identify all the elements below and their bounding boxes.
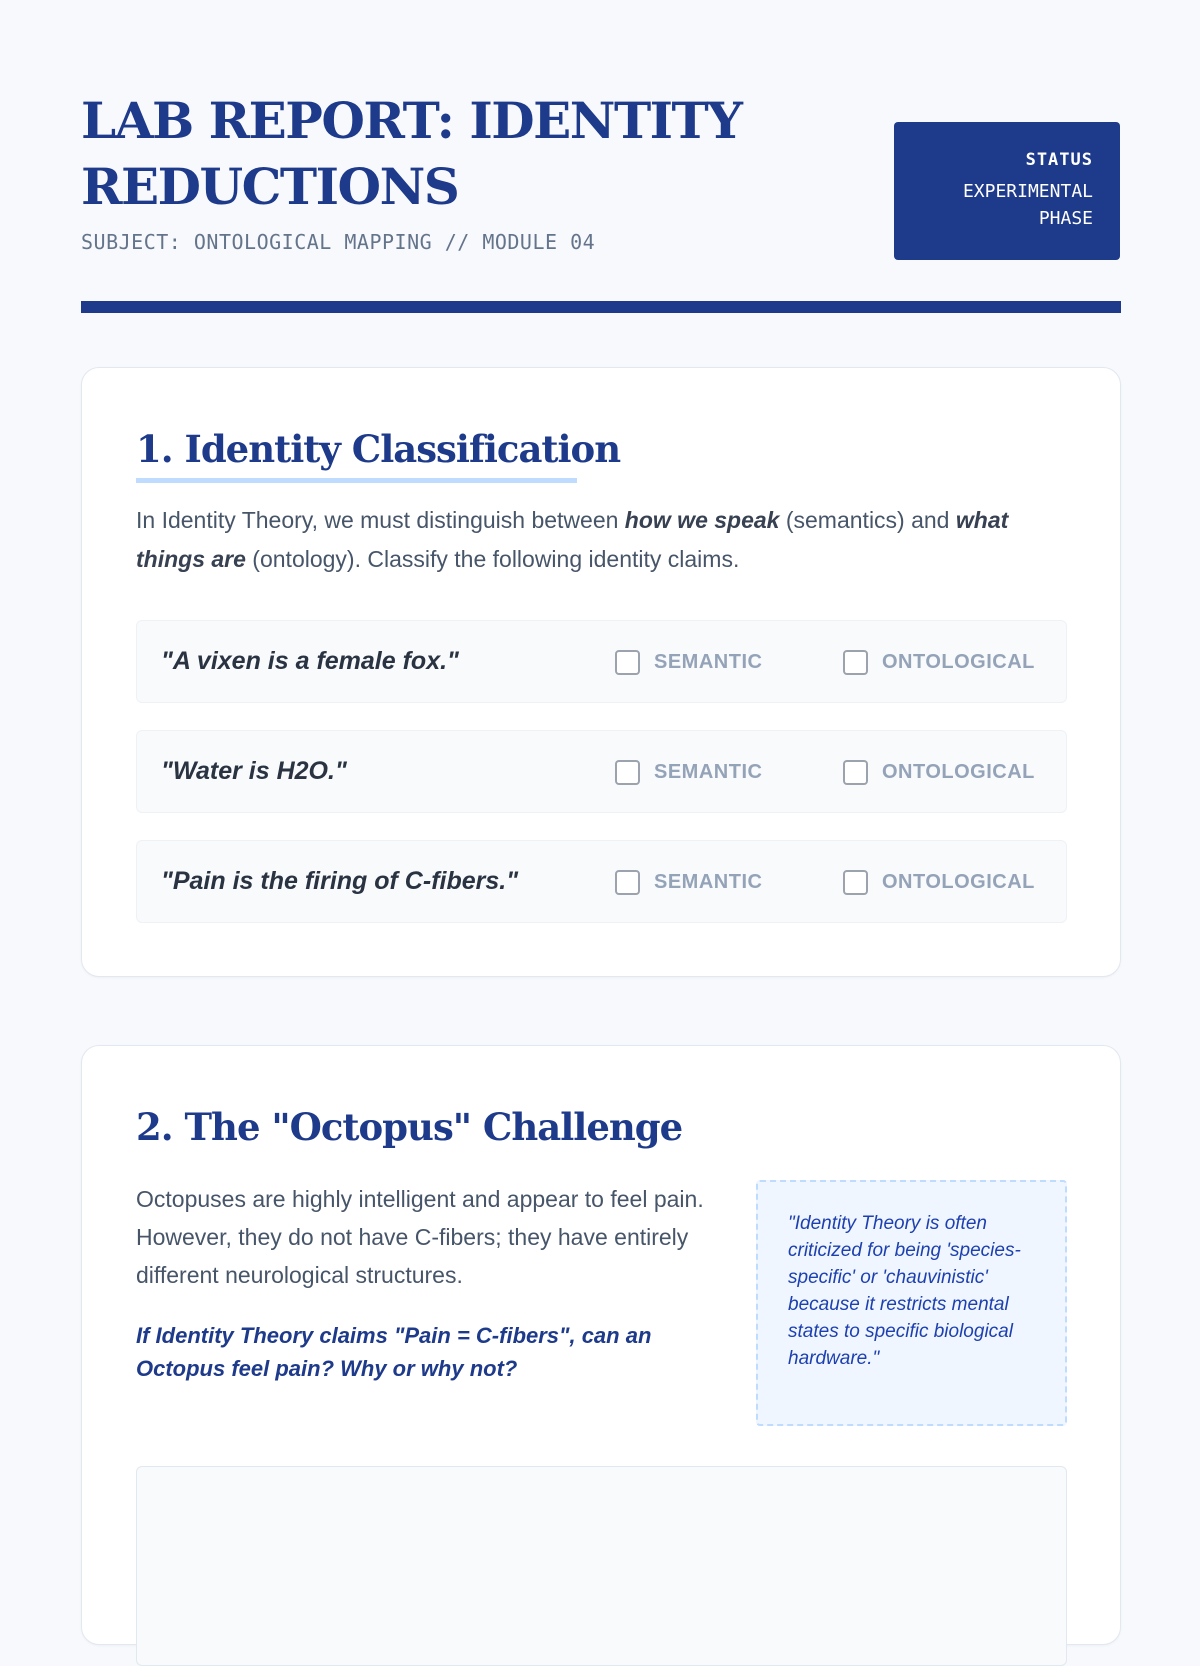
claim-text: "Pain is the firing of C-fibers." [161,867,519,895]
claim-row [136,620,1067,703]
claim-row [136,730,1067,813]
criticism-quote: "Identity Theory is often criticized for being 'species-specific' or 'chauvinistic' because it restricts mental states to specific biological hardware." [756,1180,1067,1426]
ontological-label: ONTOLOGICAL [882,760,1035,783]
intro-emphasis-speak: how we speak [624,507,780,533]
status-value: EXPERIMENTAL PHASE [962,181,1093,229]
page-subtitle: SUBJECT: ONTOLOGICAL MAPPING // MODULE 04 [81,230,596,254]
semantic-option[interactable] [615,759,762,785]
semantic-checkbox[interactable] [615,760,640,785]
ontological-checkbox[interactable] [843,870,868,895]
intro-text: (semantics) and [779,507,956,533]
semantic-option[interactable] [615,869,762,895]
semantic-label: SEMANTIC [654,650,763,673]
identity-classification-card [81,367,1121,977]
ontological-option[interactable] [843,869,1035,895]
page-title: LAB REPORT: IDENTITY REDUCTIONS [81,91,742,216]
ontological-checkbox[interactable] [843,760,868,785]
ontological-option[interactable] [843,759,1035,785]
section-title-classification: 1. Identity Classification [136,427,621,471]
semantic-option[interactable] [615,649,762,675]
answer-textarea[interactable] [136,1466,1067,1666]
section-intro [136,501,1056,579]
semantic-checkbox[interactable] [615,870,640,895]
semantic-checkbox[interactable] [615,650,640,675]
claim-text: "Water is H2O." [161,757,347,785]
ontological-checkbox[interactable] [843,650,868,675]
section-title-underline [136,478,577,483]
challenge-paragraph: Octopuses are highly intelligent and appear to feel pain. However, they do not have C-fibers; they have entirely different neurological structures. [136,1186,704,1288]
challenge-question: If Identity Theory claims "Pain = C-fibers", can an Octopus feel pain? Why or why not? [136,1323,652,1381]
claim-row [136,840,1067,923]
ontological-label: ONTOLOGICAL [882,650,1035,673]
intro-text: (ontology). Classify the following identity claims. [245,546,740,572]
octopus-challenge-card [81,1045,1121,1645]
ontological-label: ONTOLOGICAL [882,870,1035,893]
status-label: STATUS [1025,150,1093,170]
semantic-label: SEMANTIC [654,760,763,783]
section-title-octopus: 2. The "Octopus" Challenge [136,1105,683,1149]
header-divider [81,301,1121,313]
intro-text: In Identity Theory, we must distinguish between [136,507,625,533]
ontological-option[interactable] [843,649,1035,675]
intro-emphasis-things: what things are [136,507,1009,572]
status-badge [894,122,1120,260]
semantic-label: SEMANTIC [654,870,763,893]
claim-text: "A vixen is a female fox." [161,647,459,675]
